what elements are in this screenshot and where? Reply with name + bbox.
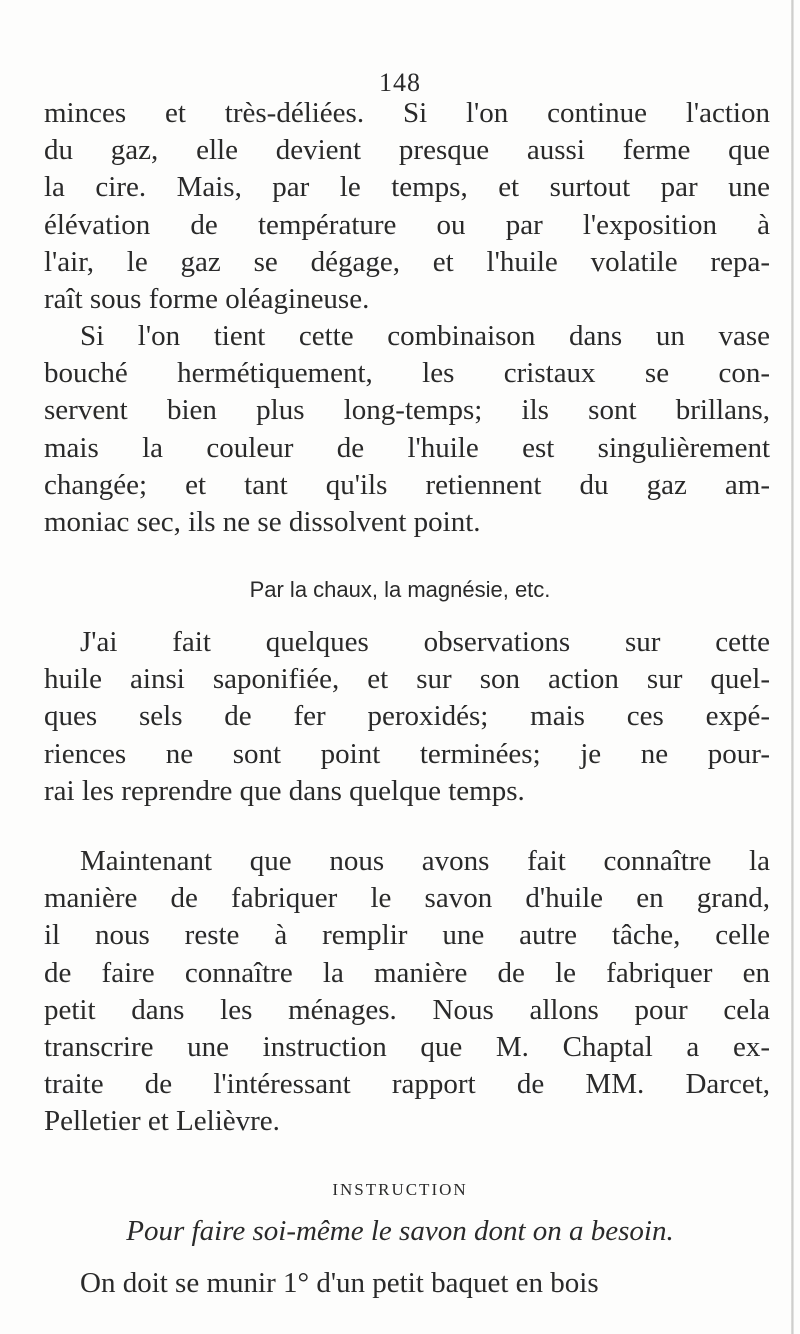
paragraph-3: [44, 624, 770, 810]
text-line: l'air, le gaz se dégage, et l'huile volatile repa-: [44, 245, 770, 278]
text-line: servent bien plus long-temps; ils sont brillans,: [44, 394, 770, 427]
text-line: traite de l'intéressant rapport de MM. Darcet,: [44, 1068, 770, 1101]
paragraph-2: [44, 318, 770, 541]
paragraph-1: [44, 95, 770, 318]
text-line: J'ai fait quelques observations sur cette: [80, 626, 770, 658]
section-heading-chaux: Par la chaux, la magnésie, etc.: [249, 577, 551, 602]
text-line: riences ne sont point terminées; je ne pour-: [44, 737, 770, 770]
text-line: rai les reprendre que dans quelque temps.: [44, 774, 525, 807]
text-line: petit dans les ménages. Nous allons pour cela: [44, 993, 770, 1026]
text-line: ques sels de fer peroxidés; mais ces expé-: [44, 700, 770, 733]
text-line: élévation de température ou par l'exposition à: [44, 208, 770, 241]
paragraph-5: [44, 1265, 770, 1302]
text-line: Maintenant que nous avons fait connaître la: [80, 845, 770, 877]
text-line: manière de fabriquer le savon d'huile en grand,: [44, 882, 770, 915]
text-line: On doit se munir 1° d'un petit baquet en bois: [80, 1267, 599, 1299]
text-line: mais la couleur de l'huile est singulièrement: [44, 431, 770, 464]
page-number: 148: [379, 68, 421, 97]
text-line: moniac sec, ils ne se dissolvent point.: [44, 505, 481, 538]
text-line: la cire. Mais, par le temps, et surtout par une: [44, 171, 770, 204]
section-heading-instruction: INSTRUCTION: [332, 1180, 468, 1199]
page-edge-shadow: [791, 0, 794, 1334]
text-line: changée; et tant qu'ils retiennent du gaz am-: [44, 468, 770, 501]
text-line: du gaz, elle devient presque aussi ferme que: [44, 134, 770, 167]
text-line: huile ainsi saponifiée, et sur son action sur quel-: [44, 663, 770, 696]
text-line: Si l'on tient cette combinaison dans un vase: [80, 320, 770, 352]
text-line: minces et très-déliées. Si l'on continue l'action: [44, 97, 770, 129]
text-line: Pelletier et Lelièvre.: [44, 1105, 280, 1138]
section-subheading-pour-faire: Pour faire soi-même le savon dont on a besoin.: [126, 1215, 674, 1247]
paragraph-4: [44, 843, 770, 1141]
text-line: raît sous forme oléagineuse.: [44, 282, 370, 315]
text-line: de faire connaître la manière de le fabriquer en: [44, 956, 770, 989]
text-line: transcrire une instruction que M. Chaptal a ex-: [44, 1030, 770, 1063]
text-line: il nous reste à remplir une autre tâche, celle: [44, 919, 770, 952]
text-line: bouché hermétiquement, les cristaux se con-: [44, 357, 770, 390]
